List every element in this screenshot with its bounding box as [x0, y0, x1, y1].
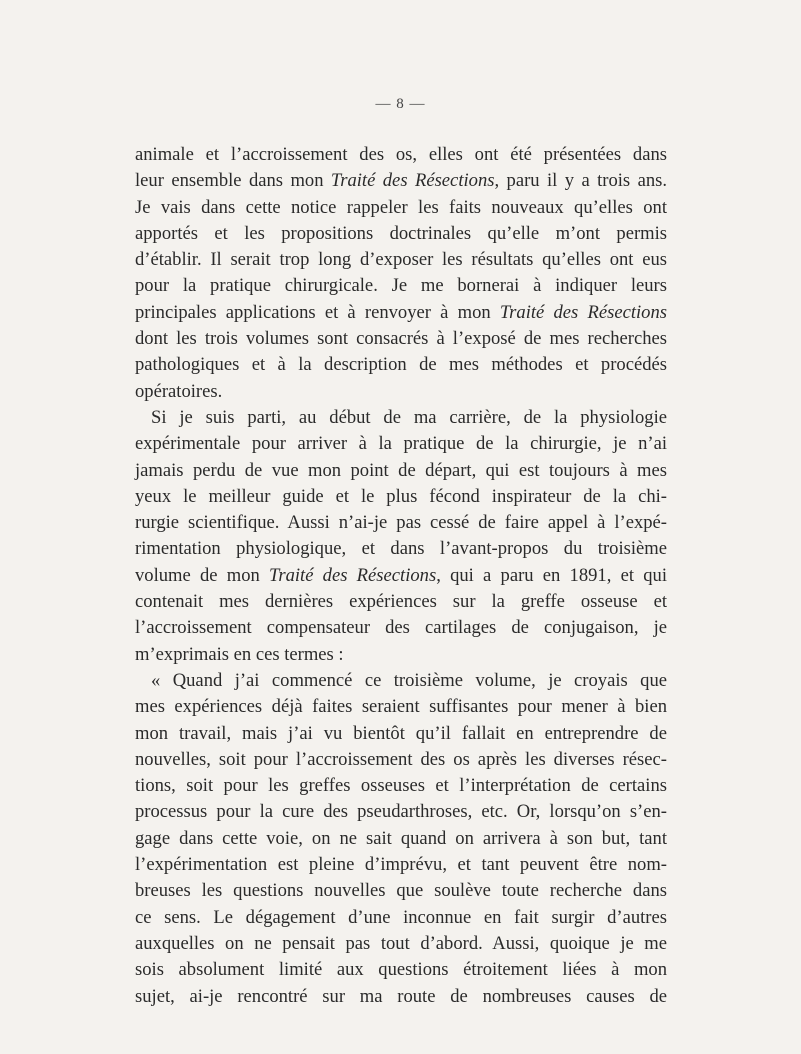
text-run: rurgie scientifique. Aussi n’ai-je pas cessé de faire appel à l’expé- — [135, 512, 667, 534]
text-run: , qui a paru en 1891, et qui — [436, 564, 667, 586]
text-run: auxquelles on ne pensait pas tout d’abord. Aussi, quoique je me — [135, 932, 667, 954]
text-line — [135, 273, 667, 299]
text-line — [135, 247, 667, 273]
text-run: m’exprimais en ces termes : — [135, 643, 344, 665]
text-run: breuses les questions nouvelles que soulève toute recherche dans — [135, 880, 667, 902]
text-line — [135, 195, 667, 221]
text-line — [135, 589, 667, 615]
text-line — [135, 668, 667, 694]
italic-title: Traité des Résections — [269, 564, 437, 586]
text-line — [135, 878, 667, 904]
text-run: expérimentale pour arriver à la pratique de la chirurgie, je n’ai — [135, 433, 667, 455]
text-line — [135, 405, 667, 431]
text-run: , paru il y a trois ans. — [494, 170, 668, 192]
text-line — [135, 352, 667, 378]
text-line — [135, 852, 667, 878]
text-run: rimentation physiologique, et dans l’avant-propos du troisième — [135, 538, 667, 560]
text-run: l’accroissement compensateur des cartilages de conjugaison, je — [135, 617, 667, 639]
text-line — [135, 721, 667, 747]
text-line — [135, 984, 667, 1010]
text-run: Je vais dans cette notice rappeler les faits nouveaux qu’elles ont — [135, 196, 667, 218]
text-line — [135, 694, 667, 720]
text-line — [135, 642, 667, 668]
text-line — [135, 379, 667, 405]
body-text — [135, 142, 667, 1010]
text-line — [135, 826, 667, 852]
text-line — [135, 458, 667, 484]
text-line — [135, 221, 667, 247]
text-line — [135, 168, 667, 194]
text-run: gage dans cette voie, on ne sait quand on arrivera à son but, tant — [135, 827, 667, 849]
text-run: nouvelles, soit pour l’accroissement des os après les diverses résec- — [135, 748, 667, 770]
text-line — [135, 799, 667, 825]
text-line — [135, 773, 667, 799]
text-line — [135, 905, 667, 931]
text-run: apportés et les propositions doctrinales qu’elle m’ont permis — [135, 222, 667, 244]
page-number: — 8 — — [375, 96, 426, 112]
text-run: yeux le meilleur guide et le plus fécond inspirateur de la chi- — [135, 485, 667, 507]
text-run: pathologiques et à la description de mes méthodes et procédés — [135, 354, 667, 376]
text-run: animale et l’accroissement des os, elles ont été présentées dans — [135, 144, 667, 165]
text-run: leur ensemble dans mon — [135, 170, 331, 192]
text-line — [135, 300, 667, 326]
text-run: l’expérimentation est pleine d’imprévu, et tant peuvent être nom- — [135, 854, 667, 876]
text-line — [135, 510, 667, 536]
text-run: processus pour la cure des pseudarthroses, etc. Or, lorsqu’on s’en- — [135, 801, 667, 823]
text-line — [135, 326, 667, 352]
text-line — [135, 563, 667, 589]
text-run: Si je suis parti, au début de ma carrière, de la physiologie — [151, 406, 667, 428]
text-run: volume de mon — [135, 564, 270, 586]
text-run: mes expériences déjà faites seraient suffisantes pour mener à bien — [135, 696, 667, 718]
text-line — [135, 957, 667, 983]
text-run: mon travail, mais j’ai vu bientôt qu’il fallait en entreprendre de — [135, 722, 667, 744]
text-run: jamais perdu de vue mon point de départ, qui est toujours à mes — [135, 459, 667, 481]
text-run: dont les trois volumes sont consacrés à l’exposé de mes recherches — [135, 328, 667, 350]
text-line — [135, 615, 667, 641]
text-line — [135, 536, 667, 562]
text-run: sois absolument limité aux questions étroitement liées à mon — [135, 959, 667, 981]
italic-title: Traité des Résections — [499, 301, 667, 323]
text-run: d’établir. Il serait trop long d’exposer les résultats qu’elles ont eus — [135, 249, 667, 271]
text-line — [135, 747, 667, 773]
text-line — [135, 484, 667, 510]
text-run: « Quand j’ai commencé ce troisième volume, je croyais que — [151, 669, 667, 691]
text-line — [135, 142, 667, 168]
text-line — [135, 431, 667, 457]
text-run: contenait mes dernières expériences sur la greffe osseuse et — [135, 591, 667, 613]
text-run: opératoires. — [135, 380, 223, 402]
text-run: pour la pratique chirurgicale. Je me bornerai à indiquer leurs — [135, 275, 667, 297]
text-run: ce sens. Le dégagement d’une inconnue en fait surgir d’autres — [135, 906, 667, 928]
text-run: sujet, ai-je rencontré sur ma route de nombreuses causes de — [135, 985, 667, 1007]
italic-title: Traité des Résections — [330, 170, 495, 192]
text-run: principales applications et à renvoyer à mon — [135, 301, 500, 323]
text-run: tions, soit pour les greffes osseuses et l’interprétation de certains — [135, 775, 667, 797]
text-line — [135, 931, 667, 957]
